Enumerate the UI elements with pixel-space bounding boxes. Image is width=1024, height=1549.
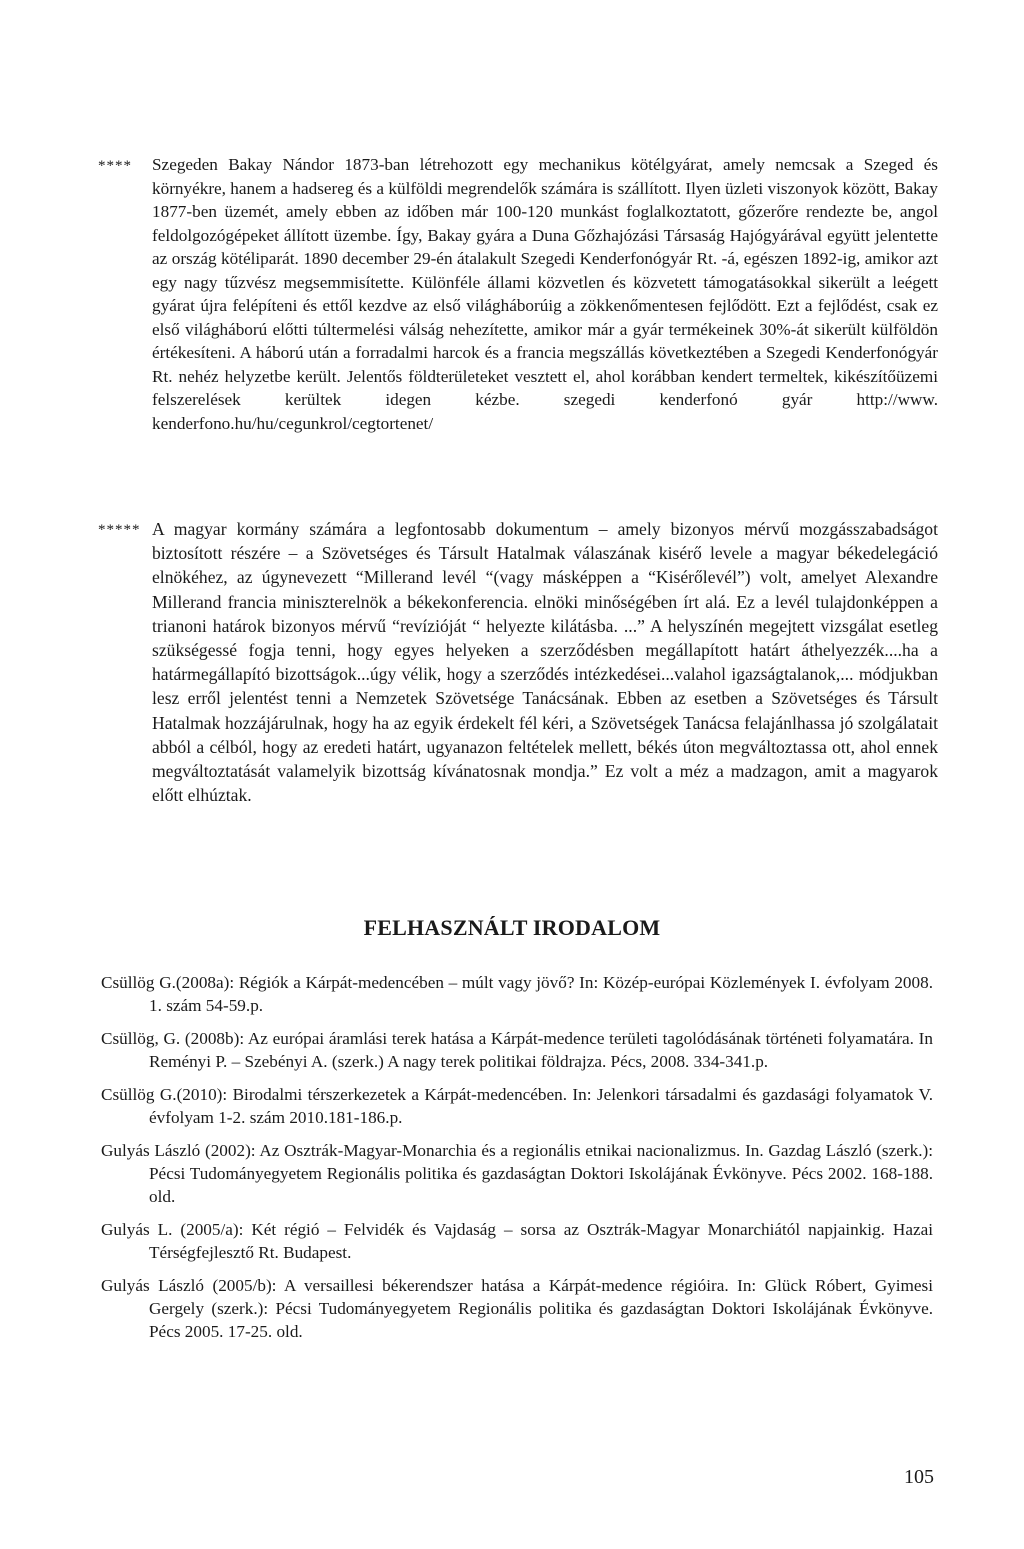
footnote-bakay (98, 153, 938, 435)
reference-item: Gulyás László (2002): Az Osztrák-Magyar-Monarchia és a regionális etnikai nacionalizmus. In. Gazdag László (szerk.): Pécsi Tudományegyetem Regionális politika és gazdaságtan Doktori Iskolájának Évkönyve. Pécs 2002. 168-188. old. (101, 1141, 933, 1206)
footnote-marker: **** (98, 158, 132, 174)
footnote-text: A magyar kormány számára a legfontosabb dokumentum – amely bizonyos mérvű mozgásszabadságot biztosított részére – a Szövetséges és Társult Hatalmak válaszának kisérő levele a magyar békedelegáció elnökéhez, az úgynevezett “Millerand levél “(vagy másképpen a “Kisérőlevél”) volt, amelyet Alexandre Millerand francia miniszterelnök a békekonferencia. elnöki minőségében írt alá. Ez a levél tulajdonképpen a trianoni határok bizonyos mérvű “revízióját “ helyezte kilátásba. ...” A helyszínén megejtett vizsgálat esetleg szükségessé fogja tenni, hogy egyes helyeken a szerződésben megállapított határt áthelyezzék....ha a határmegállapító bizottságok...úgy vélik, hogy a szerződés intézkedései...valahol igazságtalanok,... módjukban lesz erről jelentést tenni a Nemzetek Szövetsége Tanácsának. Ebben az esetben a Szövetséges és Társult Hatalmak hozzájárulnak, hogy ha az egyik érdekelt fél kéri, a Szövetségek Tanácsa felajánlhassa jó szolgálatait abból a célból, hogy az eredeti határt, ugyanazon feltételek mellett, békés úton megváltoztassa ott, ahol ennek megváltoztatását valamelyik bizottság kívánatosnak mondja.” Ez volt a méz a madzagon, amit a magyarok előtt elhúztak. (152, 519, 938, 806)
page-number: 105 (904, 1466, 934, 1488)
reference-item: Gulyás László (2005/b): A versaillesi békerendszer hatása a Kárpát-medence régióira. In: Glück Róbert, Gyimesi Gergely (szerk.): Pécsi Tudományegyetem Regionális politika és gazdaságtan Doktori Iskolájának Évkönyve. Pécs 2005. 17-25. old. (101, 1276, 933, 1341)
reference-list (101, 971, 933, 1353)
reference-item: Csüllög G.(2010): Birodalmi térszerkezetek a Kárpát-medencében. In: Jelenkori társadalmi és gazdasági folyamatok V. évfolyam 1-2. szám 2010.181-186.p. (101, 1085, 933, 1127)
footnote-millerand (98, 517, 938, 807)
reference-item: Csüllög G.(2008a): Régiók a Kárpát-medencében – múlt vagy jövő? In: Közép-európai Közlemények I. évfolyam 2008. 1. szám 54-59.p. (101, 973, 933, 1015)
reference-item: Gulyás L. (2005/a): Két régió – Felvidék és Vajdaság – sorsa az Osztrák-Magyar Monarchiától napjainkig. Hazai Térségfejlesztő Rt. Budapest. (101, 1220, 933, 1262)
section-title: FELHASZNÁLT IRODALOM (363, 915, 661, 940)
footnote-marker: ***** (98, 522, 141, 538)
footnote-text: Szegeden Bakay Nándor 1873-ban létrehozott egy mechanikus kötélgyárat, amely nemcsak a Szeged és környékre, hanem a hadsereg és a külföldi megrendelők számára is szállított. Ilyen üzleti viszonyok között, Bakay 1877-ben üzemét, amely ebben az időben már 100-120 munkást foglalkoztatott, gőzerőre rendezte be, angol feldolgozógépeket állított üzembe. Így, Bakay gyára a Duna Gőzhajózási Társaság Hajógyárával együtt jelentette az ország kötéliparát. 1890 december 29-én átalakult Szegedi Kenderfonógyár Rt. -á, egészen 1892-ig, amikor azt egy nagy tűzvész megsemmisítette. Különféle állami közvetlen és közvetett támogatásokkal sikerült a leégett gyárat újra felépíteni és ettől kezdve az első világháborúig a zökkenőmentesen fejlődött. Ezt a fejlődést, csak ez első világháború előtti túltermelési válság nehezítette, amikor már a gyár termékeinek 30%-át sikerült külföldön értékesíteni. A háború után a forradalmi harcok és a francia megszállás következtében a Szegedi Kenderfonógyár Rt. nehéz helyzetbe került. Jelentős földterületeket vesztett el, ahol korábban kendert termeltek, kikészítőüzemi felszerelések kerültek idegen kézbe. szegedi kenderfonó gyár http://www. kenderfono.hu/hu/cegunkrol/cegtortenet/ (152, 155, 938, 433)
reference-item: Csüllög, G. (2008b): Az európai áramlási terek hatása a Kárpát-medence területi tagolódásának történeti folyamatára. In Reményi P. – Szebényi A. (szerk.) A nagy terek politikai földrajza. Pécs, 2008. 334-341.p. (101, 1029, 933, 1071)
